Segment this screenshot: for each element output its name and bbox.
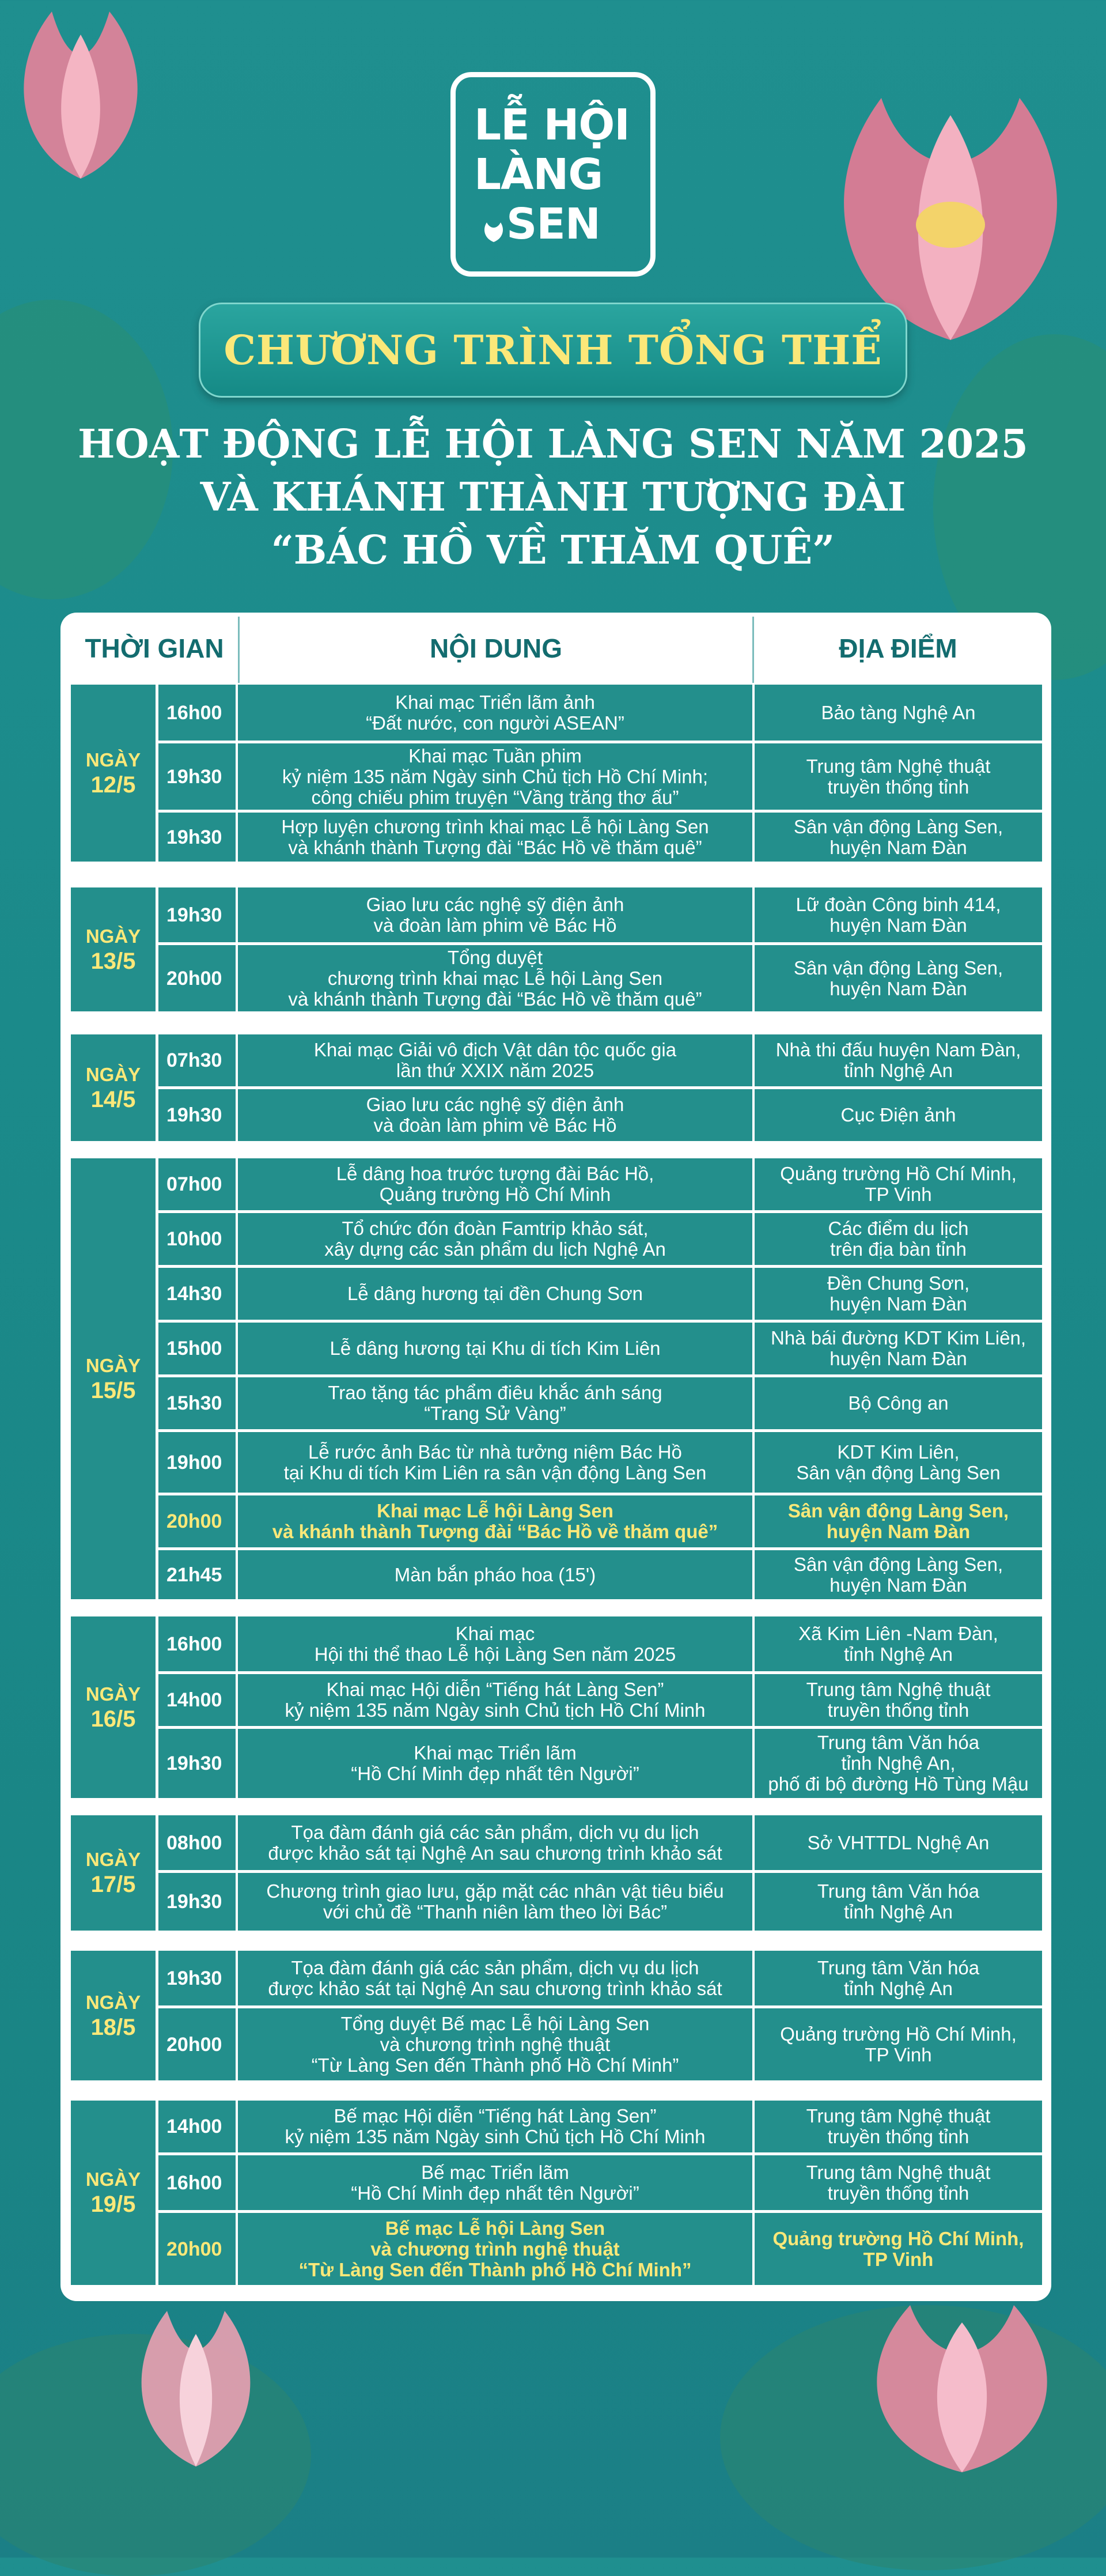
event-location: Quảng trường Hồ Chí Minh, TP Vinh	[755, 1158, 1042, 1210]
event-location: Trung tâm Nghệ thuật truyền thống tỉnh	[755, 743, 1042, 810]
event-content: Giao lưu các nghệ sỹ điện ảnh và đoàn làm phim về Bác Hồ	[238, 887, 752, 942]
lotus-flower-icon	[0, 0, 179, 190]
day-cell	[71, 685, 156, 862]
event-time: 19h30	[158, 743, 236, 810]
event-content: Lễ dâng hương tại đền Chung Sơn	[238, 1268, 752, 1320]
event-content: Bế mạc Lễ hội Làng Sen và chương trình nghệ thuật “Từ Làng Sen đến Thành phố Hồ Chí Minh”	[238, 2213, 752, 2285]
day-label: NGÀY	[85, 2169, 141, 2190]
event-time: 19h30	[158, 1729, 236, 1798]
event-content: Khai mạc Tuần phim kỷ niệm 135 năm Ngày sinh Chủ tịch Hồ Chí Minh; công chiếu phim truyện “Vầng trăng thơ ấu”	[238, 743, 752, 810]
event-location: Bảo tàng Nghệ An	[755, 685, 1042, 741]
event-location: Nhà bái đường KDT Kim Liên, huyện Nam Đàn	[755, 1323, 1042, 1374]
event-time: 20h00	[158, 945, 236, 1011]
lotus-leaf-icon	[479, 218, 509, 243]
program-banner	[199, 303, 907, 398]
event-time: 19h00	[158, 1432, 236, 1493]
event-location: Trung tâm Văn hóa tỉnh Nghệ An	[755, 1873, 1042, 1931]
event-location: Trung tâm Nghệ thuật truyền thống tỉnh	[755, 2101, 1042, 2152]
event-content: Lễ dâng hoa trước tượng đài Bác Hồ, Quảng trường Hồ Chí Minh	[238, 1158, 752, 1210]
event-time: 15h30	[158, 1377, 236, 1429]
headline-line-2: VÀ KHÁNH THÀNH TƯỢNG ĐÀI	[200, 474, 906, 520]
day-label: NGÀY	[85, 1354, 141, 1376]
day-label: NGÀY	[85, 1849, 141, 1870]
day-cell	[71, 1616, 156, 1798]
event-location: Trung tâm Nghệ thuật truyền thống tỉnh	[755, 1674, 1042, 1726]
event-time: 15h00	[158, 1323, 236, 1374]
lotus-flower-icon	[109, 2299, 282, 2472]
event-time: 19h30	[158, 1951, 236, 2005]
event-content: Tọa đàm đánh giá các sản phẩm, dịch vụ du lịch được khảo sát tại Nghệ An sau chương trình khảo sát	[238, 1951, 752, 2005]
event-content: Tổ chức đón đoàn Famtrip khảo sát, xây dựng các sản phẩm du lịch Nghệ An	[238, 1213, 752, 1265]
event-content: Lễ rước ảnh Bác từ nhà tưởng niệm Bác Hồ tại Khu di tích Kim Liên ra sân vận động Làng Sen	[238, 1432, 752, 1493]
event-location: Sân vận động Làng Sen, huyện Nam Đàn	[755, 1495, 1042, 1547]
day-label: NGÀY	[85, 749, 141, 770]
day-cell	[71, 2101, 156, 2285]
event-content: Khai mạc Hội diễn “Tiếng hát Làng Sen” kỷ niệm 135 năm Ngày sinh Chủ tịch Hồ Chí Minh	[238, 1674, 752, 1726]
headline-line-3: “BÁC HỒ VỀ THĂM QUÊ”	[271, 527, 835, 573]
event-time: 20h00	[158, 1495, 236, 1547]
event-content: Khai mạc Hội thi thể thao Lễ hội Làng Sen năm 2025	[238, 1616, 752, 1671]
event-time: 08h00	[158, 1815, 236, 1870]
event-content: Tổng duyệt Bế mạc Lễ hội Làng Sen và chương trình nghệ thuật “Từ Làng Sen đến Thành phố Hồ Chí Minh”	[238, 2008, 752, 2080]
day-cell	[71, 1158, 156, 1599]
event-location: Sân vận động Làng Sen, huyện Nam Đàn	[755, 945, 1042, 1011]
day-date: 13/5	[90, 948, 136, 974]
header-location: ĐỊA ĐIỂM	[839, 633, 957, 663]
event-time: 20h00	[158, 2213, 236, 2285]
event-time: 19h30	[158, 1089, 236, 1141]
event-time: 19h30	[158, 887, 236, 942]
event-time: 14h30	[158, 1268, 236, 1320]
event-time: 07h30	[158, 1034, 236, 1086]
event-location: Đền Chung Sơn, huyện Nam Đàn	[755, 1268, 1042, 1320]
day-date: 14/5	[90, 1086, 136, 1112]
event-content: Khai mạc Triển lãm ảnh “Đất nước, con người ASEAN”	[238, 685, 752, 741]
event-time: 14h00	[158, 1674, 236, 1726]
event-location: Lữ đoàn Công binh 414, huyện Nam Đàn	[755, 887, 1042, 942]
event-location: Nhà thi đấu huyện Nam Đàn, tỉnh Nghệ An	[755, 1034, 1042, 1086]
event-time: 16h00	[158, 685, 236, 741]
day-date: 18/5	[90, 2014, 136, 2040]
event-time: 21h45	[158, 1550, 236, 1599]
event-time: 19h30	[158, 813, 236, 862]
event-location: KDT Kim Liên, Sân vận động Làng Sen	[755, 1432, 1042, 1493]
lotus-flower-icon	[830, 2288, 1094, 2478]
event-content: Hợp luyện chương trình khai mạc Lễ hội Làng Sen và khánh thành Tượng đài “Bác Hồ về thăm quê”	[238, 813, 752, 862]
day-date: 12/5	[90, 772, 136, 798]
day-label: NGÀY	[85, 1683, 141, 1705]
event-location: Quảng trường Hồ Chí Minh, TP Vinh	[755, 2213, 1042, 2285]
logo-line-2: LÀNG	[474, 149, 603, 199]
event-content: Lễ dâng hương tại Khu di tích Kim Liên	[238, 1323, 752, 1374]
day-cell	[71, 1815, 156, 1931]
event-content: Khai mạc Lễ hội Làng Sen và khánh thành Tượng đài “Bác Hồ về thăm quê”	[238, 1495, 752, 1547]
day-cell	[71, 887, 156, 1011]
event-location: Xã Kim Liên -Nam Đàn, tỉnh Nghệ An	[755, 1616, 1042, 1671]
event-location: Trung tâm Văn hóa tỉnh Nghệ An, phố đi bộ đường Hồ Tùng Mậu	[755, 1729, 1042, 1798]
event-content: Chương trình giao lưu, gặp mặt các nhân vật tiêu biểu với chủ đề “Thanh niên làm theo lời Bác”	[238, 1873, 752, 1931]
day-label: NGÀY	[85, 925, 141, 947]
event-time: 14h00	[158, 2101, 236, 2152]
banner-title: CHƯƠNG TRÌNH TỔNG THỂ	[224, 326, 882, 374]
event-content: Màn bắn pháo hoa (15')	[238, 1550, 752, 1599]
event-content: Trao tặng tác phẩm điêu khắc ánh sáng “Trang Sử Vàng”	[238, 1377, 752, 1429]
event-location: Trung tâm Văn hóa tỉnh Nghệ An	[755, 1951, 1042, 2005]
logo-line-1: LỄ HỘI	[474, 100, 630, 150]
event-time: 19h30	[158, 1873, 236, 1931]
header-time: THỜI GIAN	[85, 633, 224, 663]
event-time: 16h00	[158, 1616, 236, 1671]
logo-line-3: SEN	[506, 199, 600, 249]
day-date: 17/5	[90, 1872, 136, 1897]
event-location: Trung tâm Nghệ thuật truyền thống tỉnh	[755, 2155, 1042, 2210]
event-location: Quảng trường Hồ Chí Minh, TP Vinh	[755, 2008, 1042, 2080]
day-cell	[71, 1034, 156, 1141]
event-location: Các điểm du lịch trên địa bàn tỉnh	[755, 1213, 1042, 1265]
event-content: Khai mạc Giải vô địch Vật dân tộc quốc gia lần thứ XXIX năm 2025	[238, 1034, 752, 1086]
headline-line-1: HOẠT ĐỘNG LỄ HỘI LÀNG SEN NĂM 2025	[78, 421, 1028, 467]
day-date: 19/5	[90, 2192, 136, 2217]
event-content: Bế mạc Hội diễn “Tiếng hát Làng Sen” kỷ niệm 135 năm Ngày sinh Chủ tịch Hồ Chí Minh	[238, 2101, 752, 2152]
event-time: 07h00	[158, 1158, 236, 1210]
event-location: Sân vận động Làng Sen, huyện Nam Đàn	[755, 1550, 1042, 1599]
event-time: 16h00	[158, 2155, 236, 2210]
festival-logo	[450, 72, 656, 277]
event-time: 20h00	[158, 2008, 236, 2080]
header-content: NỘI DUNG	[430, 633, 562, 663]
event-content: Giao lưu các nghệ sỹ điện ảnh và đoàn làm phim về Bác Hồ	[238, 1089, 752, 1141]
day-date: 16/5	[90, 1706, 136, 1732]
event-time: 10h00	[158, 1213, 236, 1265]
page-headline	[0, 418, 1106, 577]
event-location: Sân vận động Làng Sen, huyện Nam Đàn	[755, 813, 1042, 862]
day-label: NGÀY	[85, 1063, 141, 1085]
day-label: NGÀY	[85, 1991, 141, 2013]
day-date: 15/5	[90, 1377, 136, 1403]
event-location: Sở VHTTDL Nghệ An	[755, 1815, 1042, 1870]
event-content: Tọa đàm đánh giá các sản phẩm, dịch vụ du lịch được khảo sát tại Nghệ An sau chương trình khảo sát	[238, 1815, 752, 1870]
event-location: Cục Điện ảnh	[755, 1089, 1042, 1141]
event-content: Khai mạc Triển lãm “Hồ Chí Minh đẹp nhất tên Người”	[238, 1729, 752, 1798]
event-content: Bế mạc Triển lãm “Hồ Chí Minh đẹp nhất tên Người”	[238, 2155, 752, 2210]
event-location: Bộ Công an	[755, 1377, 1042, 1429]
event-content: Tổng duyệt chương trình khai mạc Lễ hội Làng Sen và khánh thành Tượng đài “Bác Hồ về thăm quê”	[238, 945, 752, 1011]
day-cell	[71, 1951, 156, 2080]
